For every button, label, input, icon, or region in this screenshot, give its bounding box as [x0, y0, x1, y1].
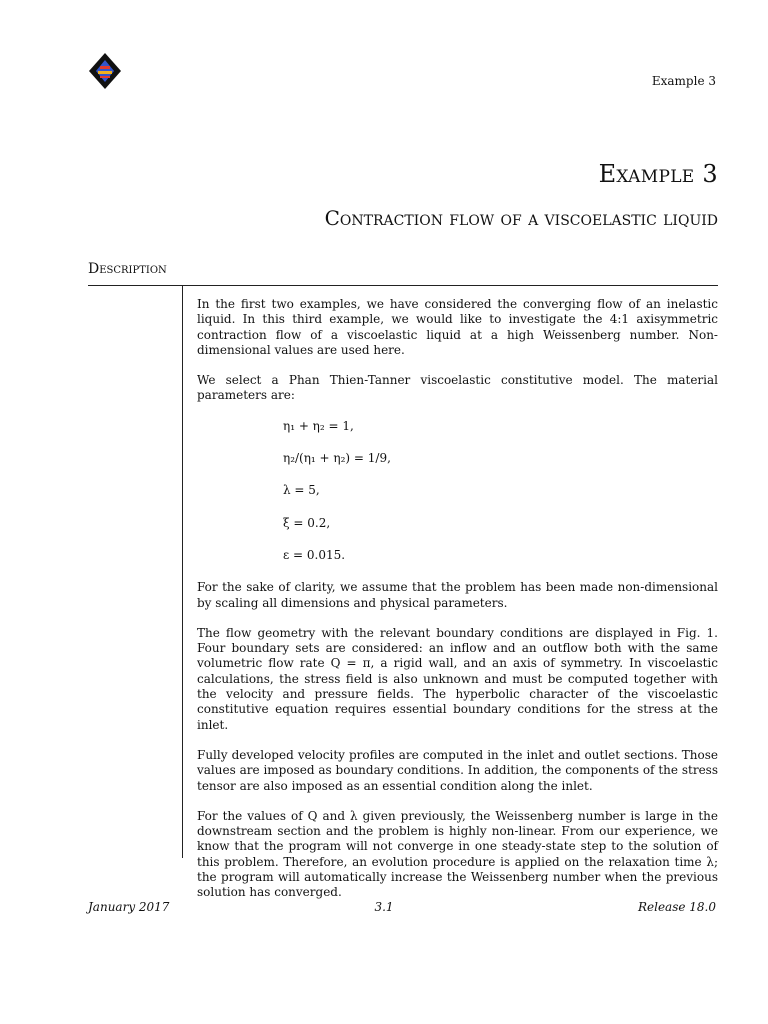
paragraph: The flow geometry with the relevant boundary conditions are displayed in Fig. 1. Four boundary sets are considered: an inflow and an outflow both with the same volumetric flow rate Q = π, a rigid wall, and an axis of symmetry. In viscoelastic calculations, the stress field is also unknown and must be computed together with the velocity and pressure fields. The hyperbolic character of the viscoelastic constitutive equation requires essential boundary conditions for the stress at the inlet.: [197, 625, 718, 732]
body-text: [197, 297, 718, 916]
running-header: Example 3: [651, 74, 716, 88]
paragraph: For the sake of clarity, we assume that the problem has been made non-dimensional by scaling all dimensions and physical parameters.: [197, 580, 718, 610]
equation: η₁ + η₂ = 1,: [283, 418, 354, 433]
paragraph: In the first two examples, we have considered the converging flow of an inelastic liquid. In this third example, we would like to investigate the 4:1 axisymmetric contraction flow of a viscoelastic liquid at a high Weissenberg number. Non-dimensional values are used here.: [197, 297, 718, 357]
footer-page-number: 3.1: [374, 900, 394, 914]
footer-release: Release 18.0: [637, 900, 716, 914]
equation: η₂/(η₁ + η₂) = 1/9,: [283, 451, 391, 466]
footer-date: January 2017: [88, 900, 170, 914]
company-logo-icon: [88, 52, 122, 90]
paragraph: We select a Phan Thien-Tanner viscoelastic constitutive model. The material parameters are:: [197, 373, 718, 403]
page-subtitle: Contraction flow of a viscoelastic liquid: [324, 206, 718, 230]
section-heading: Description: [88, 261, 167, 277]
equation: ξ = 0.2,: [283, 515, 331, 530]
equation: λ = 5,: [283, 483, 320, 498]
paragraph: Fully developed velocity profiles are computed in the inlet and outlet sections. Those values are imposed as boundary conditions. In addition, the components of the stress tensor are also imposed as an essential condition along the inlet.: [197, 747, 718, 793]
margin-rule: [182, 286, 183, 858]
paragraph: For the values of Q and λ given previously, the Weissenberg number is large in the downstream section and the problem is highly non-linear. From our experience, we know that the program will not converge in one steady-state step to the solution of this problem. Therefore, an evolution procedure is applied on the relaxation time λ; the program will automatically increase the Weissenberg number when the previous solution has converged.: [197, 808, 718, 900]
page-title: Example 3: [598, 160, 718, 188]
equation: ε = 0.015.: [283, 547, 346, 562]
